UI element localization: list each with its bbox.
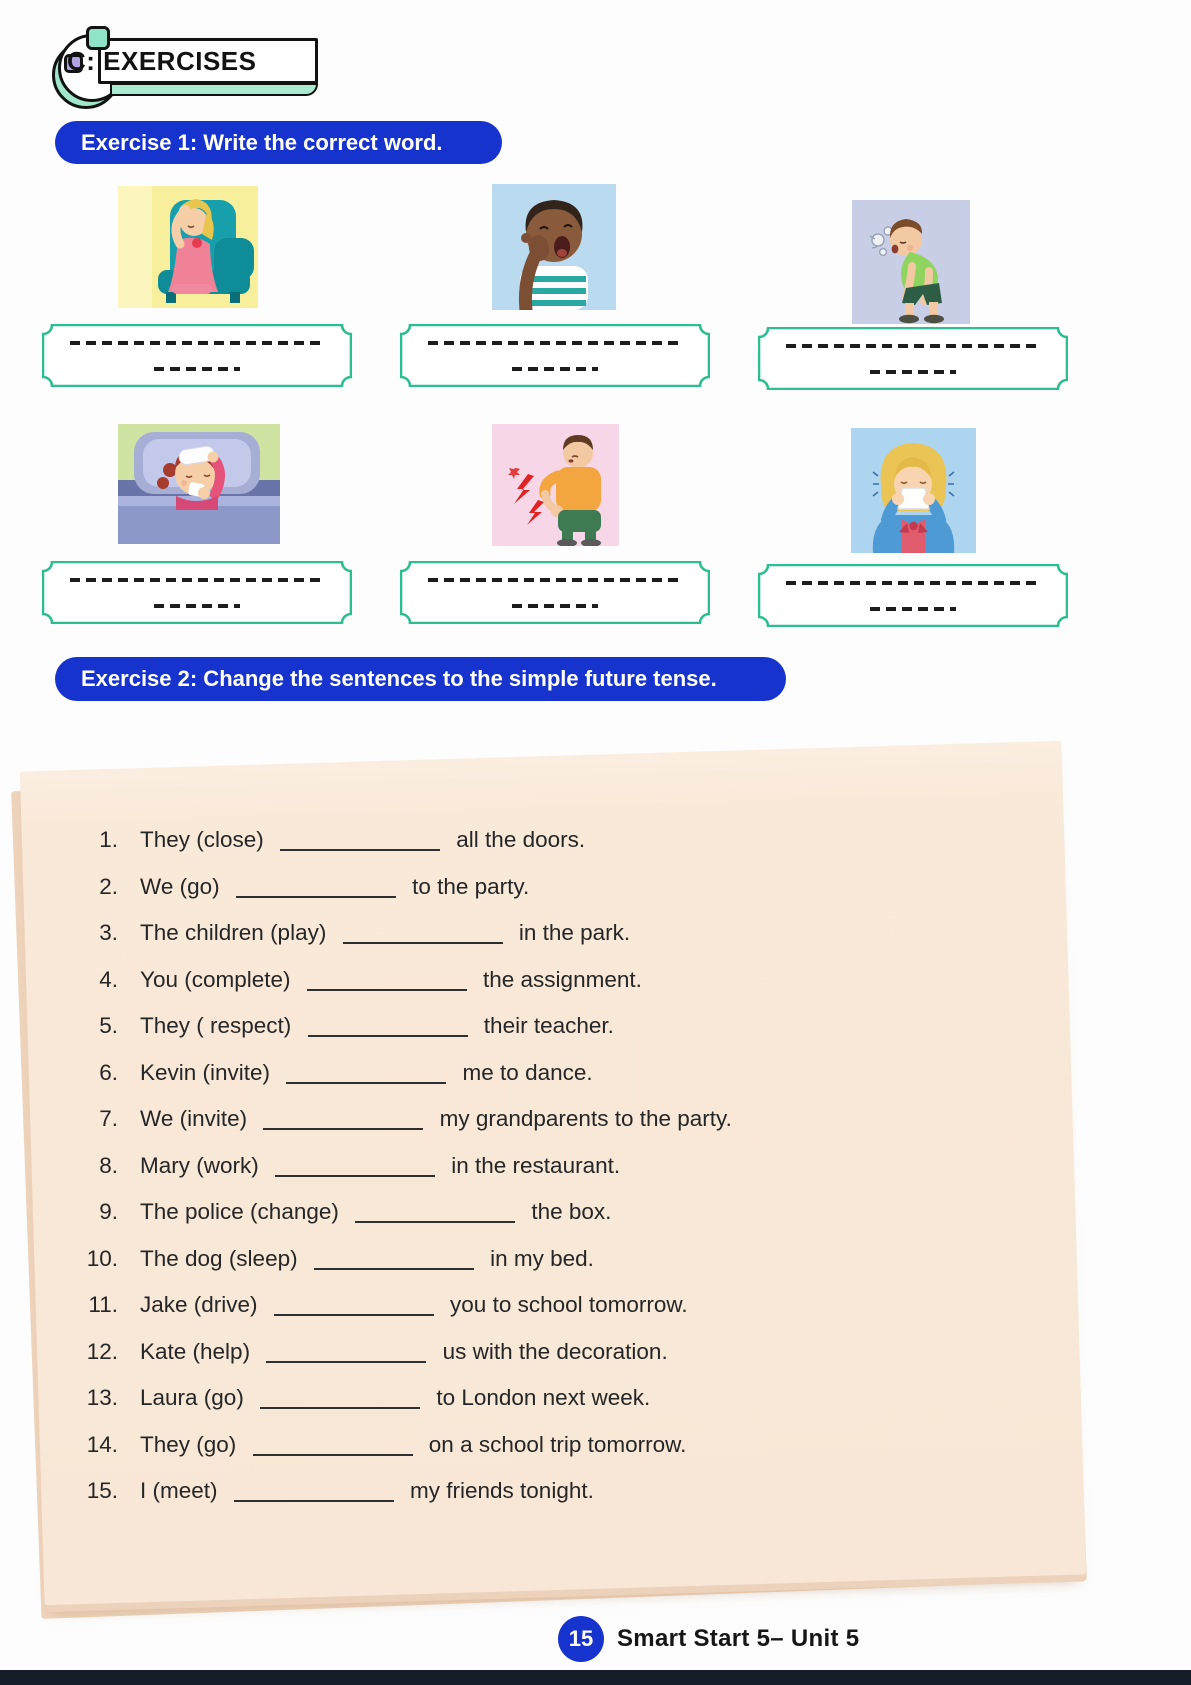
answer-line-short	[512, 604, 598, 608]
sentence-item	[72, 919, 1052, 947]
banner-shadow-strip	[110, 83, 318, 96]
sentence-text-before: The children (play)	[140, 920, 333, 945]
answer-line-long	[786, 344, 1040, 348]
page-number: 15	[568, 1626, 594, 1651]
sentence-number: 9.	[99, 1199, 118, 1224]
answer-box-4[interactable]	[42, 561, 352, 624]
sentence-item	[72, 873, 1052, 901]
answer-box-6[interactable]	[758, 564, 1068, 627]
sentence-text-before: They ( respect)	[140, 1013, 298, 1038]
sentence-text-after: on a school trip tomorrow.	[422, 1431, 687, 1457]
page-number-badge	[558, 1616, 604, 1662]
sentence-number: 1.	[99, 827, 118, 852]
sentence-text-before: Jake (drive)	[140, 1292, 264, 1317]
sentence-text-before: They (go)	[140, 1431, 243, 1457]
answer-line-long	[70, 578, 324, 582]
sentence-text-before: You (complete)	[140, 966, 297, 992]
sentence-text-before: Kate (help)	[140, 1338, 257, 1364]
sentence-text-after: to the party.	[405, 873, 530, 899]
answer-line-short	[154, 367, 240, 371]
sentence-number: 4.	[99, 966, 118, 992]
answer-box-1[interactable]	[42, 324, 352, 387]
sentence-item	[72, 826, 1052, 854]
answer-blank[interactable]	[307, 973, 467, 991]
answer-blank[interactable]	[280, 833, 440, 851]
headache-woman-image	[118, 186, 258, 308]
sentence-number: 3.	[99, 920, 118, 945]
sentence-text-before: Laura (go)	[140, 1385, 251, 1410]
sentence-item	[72, 1198, 1052, 1226]
answer-blank[interactable]	[253, 1438, 413, 1456]
answer-line-long	[786, 581, 1040, 585]
sentence-text-after: to London next week.	[430, 1385, 651, 1410]
sentence-text-after: all the doors.	[450, 827, 586, 852]
answer-line-short	[512, 367, 598, 371]
sentence-number: 12.	[86, 1338, 118, 1364]
exercise1-title: Exercise 1: Write the correct word.	[55, 121, 502, 164]
sentence-number: 2.	[99, 873, 118, 899]
answer-box-2[interactable]	[400, 324, 710, 387]
sentence-number: 14.	[86, 1431, 118, 1457]
book-title: Smart Start 5– Unit 5	[617, 1625, 860, 1652]
sentence-text-after: in the restaurant.	[445, 1152, 621, 1178]
sentence-text-before: Kevin (invite)	[140, 1059, 277, 1085]
answer-box-3[interactable]	[758, 327, 1068, 390]
answer-blank[interactable]	[308, 1019, 468, 1037]
answer-blank[interactable]	[343, 926, 503, 944]
page-footer	[558, 1616, 859, 1662]
answer-line-long	[70, 341, 324, 345]
sentence-item	[72, 1059, 1052, 1087]
sentence-number: 13.	[86, 1385, 118, 1410]
backache-boy-image	[492, 424, 619, 546]
answer-line-long	[428, 578, 682, 582]
sneezing-girl-image	[851, 428, 976, 553]
section-header	[50, 26, 350, 112]
exercise2-title: Exercise 2: Change the sentences to the simple future tense.	[55, 657, 786, 701]
sentence-item	[72, 1384, 1052, 1412]
sentence-item	[72, 1152, 1052, 1180]
answer-line-short	[870, 370, 956, 374]
sentence-text-after: my friends tonight.	[403, 1478, 594, 1503]
sentence-text-before: The dog (sleep)	[140, 1245, 304, 1271]
answer-blank[interactable]	[234, 1484, 394, 1502]
sentence-item	[72, 1431, 1052, 1459]
answer-line-short	[154, 604, 240, 608]
section-title: C: EXERCISES	[67, 46, 257, 76]
sentence-item	[72, 1105, 1052, 1133]
sentence-text-after: in the park.	[512, 920, 631, 945]
answer-blank[interactable]	[274, 1298, 434, 1316]
answer-blank[interactable]	[266, 1345, 426, 1363]
toothache-boy-image	[492, 184, 616, 310]
sentence-number: 7.	[99, 1106, 118, 1131]
sentence-item	[72, 1012, 1052, 1040]
sentence-number: 10.	[86, 1245, 118, 1271]
answer-blank[interactable]	[275, 1159, 435, 1177]
sentence-text-before: I (meet)	[140, 1478, 224, 1503]
sentence-text-after: my grandparents to the party.	[433, 1106, 732, 1131]
fever-girl-image	[118, 424, 280, 544]
sentence-text-before: They (close)	[140, 827, 271, 852]
sentence-text-before: Mary (work)	[140, 1152, 265, 1178]
sentence-text-before: The police (change)	[140, 1199, 346, 1224]
sentence-text-after: the assignment.	[476, 966, 642, 992]
sentence-number: 11.	[88, 1292, 118, 1317]
answer-blank[interactable]	[286, 1066, 446, 1084]
sentence-text-after: us with the decoration.	[436, 1338, 668, 1364]
answer-line-short	[870, 607, 956, 611]
coughing-boy-image	[852, 200, 970, 324]
sentence-list	[72, 826, 1052, 1524]
sentence-item	[72, 1291, 1052, 1319]
sentence-number: 5.	[99, 1013, 118, 1038]
sentence-number: 6.	[99, 1059, 118, 1085]
answer-blank[interactable]	[260, 1391, 420, 1409]
sentence-number: 8.	[99, 1152, 118, 1178]
answer-blank[interactable]	[236, 880, 396, 898]
sentence-item	[72, 966, 1052, 994]
sentence-text-after: the box.	[525, 1199, 612, 1224]
answer-box-5[interactable]	[400, 561, 710, 624]
sentence-item	[72, 1477, 1052, 1505]
sentence-text-after: me to dance.	[456, 1059, 593, 1085]
answer-blank[interactable]	[314, 1252, 474, 1270]
bottom-bar	[0, 1670, 1191, 1685]
sentence-text-before: We (invite)	[140, 1106, 254, 1131]
sentence-text-before: We (go)	[140, 873, 226, 899]
sentence-item	[72, 1245, 1052, 1273]
answer-blank[interactable]	[263, 1112, 423, 1130]
sentence-text-after: you to school tomorrow.	[443, 1292, 688, 1317]
sentence-number: 15.	[86, 1478, 118, 1503]
answer-blank[interactable]	[355, 1205, 515, 1223]
answer-line-long	[428, 341, 682, 345]
sentence-text-after: their teacher.	[477, 1013, 614, 1038]
sentence-text-after: in my bed.	[483, 1245, 594, 1271]
sentence-item	[72, 1338, 1052, 1366]
